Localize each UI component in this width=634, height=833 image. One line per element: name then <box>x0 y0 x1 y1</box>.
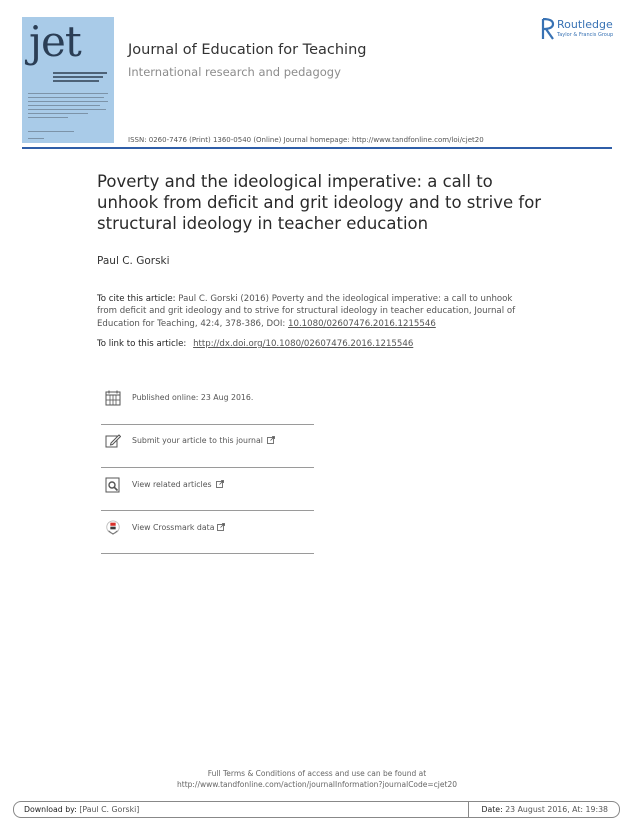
link-label: To link to this article: <box>97 339 187 349</box>
download-label: Download by: <box>24 805 77 814</box>
info-divider <box>101 467 314 468</box>
related-articles-link[interactable] <box>132 480 224 489</box>
cover-text-line <box>28 117 68 118</box>
citation-doi-link[interactable]: 10.1080/02607476.2016.1215546 <box>288 318 436 329</box>
info-divider <box>101 424 314 425</box>
terms-line: Full Terms & Conditions of access and use can be found at <box>207 769 427 778</box>
cover-text-line <box>28 101 108 102</box>
cover-heading-line <box>53 72 107 74</box>
cover-text-line <box>28 113 88 114</box>
download-bar-divider <box>468 802 469 817</box>
citation-block <box>97 293 517 330</box>
crossmark-icon <box>105 520 121 536</box>
submit-article-row[interactable] <box>101 433 314 451</box>
download-info-bar <box>13 801 620 818</box>
download-date <box>481 805 608 814</box>
cover-text-line <box>28 97 104 98</box>
citation-text: Paul C. Gorski (2016) Poverty and the ideological imperative: a call to unhook from deficit and grit ideology and to strive for structural ideology in teacher education, Journal of Education for Teaching, 42:4, 378-386, DOI: <box>97 294 516 329</box>
cover-heading-line <box>53 76 103 78</box>
journal-homepage-link[interactable]: http://www.tandfonline.com/loi/cjet20 <box>351 136 484 144</box>
article-title: Poverty and the ideological imperative: a call to unhook from deficit and grit ideology and to strive for structural ideology in teacher education <box>97 172 542 233</box>
publisher-logo <box>541 18 621 42</box>
header-divider <box>22 147 612 149</box>
cover-publisher-mark <box>28 138 44 139</box>
date-value: 23 August 2016, At: 19:38 <box>505 805 608 814</box>
publisher-tagline: Taylor & Francis Group <box>557 32 614 38</box>
crossmark-link[interactable] <box>132 523 225 532</box>
date-label: Date: <box>481 805 503 814</box>
issn-text: ISSN: 0260-7476 (Print) 1360-0540 (Online) Journal homepage: <box>128 136 352 144</box>
download-user: [Paul C. Gorski] <box>79 805 140 814</box>
journal-subtitle: International research and pedagogy <box>128 65 341 79</box>
issn-line <box>128 136 484 144</box>
external-link-icon <box>217 523 225 531</box>
related-articles-label: View related articles <box>132 480 212 489</box>
terms-url[interactable]: http://www.tandfonline.com/action/journalInformation?journalCode=cjet20 <box>177 779 457 789</box>
info-divider <box>101 553 314 554</box>
publisher-name: Routledge <box>557 18 613 31</box>
citation-label: To cite this article: <box>97 294 176 304</box>
terms-footer <box>0 769 634 790</box>
routledge-r-icon <box>541 18 555 40</box>
crossmark-label: View Crossmark data <box>132 523 215 532</box>
external-link-icon <box>216 480 224 488</box>
published-online-text: Published online: 23 Aug 2016. <box>132 393 254 402</box>
journal-title[interactable]: Journal of Education for Teaching <box>128 42 367 58</box>
article-link-line <box>97 339 413 349</box>
cover-text-line <box>28 105 100 106</box>
cover-text-line <box>28 131 74 132</box>
crossmark-row[interactable] <box>101 520 314 538</box>
article-doi-url[interactable]: http://dx.doi.org/10.1080/02607476.2016.1215546 <box>193 339 414 349</box>
published-online-row <box>101 390 314 408</box>
external-link-icon <box>267 436 275 444</box>
journal-cover-image <box>22 17 114 143</box>
cover-text-line <box>28 109 106 110</box>
submit-article-label: Submit your article to this journal <box>132 436 263 445</box>
cover-text-line <box>28 93 108 94</box>
edit-icon <box>105 433 121 449</box>
article-author: Paul C. Gorski <box>97 255 170 267</box>
downloaded-by <box>24 805 139 814</box>
cover-heading-line <box>53 80 99 82</box>
calendar-icon <box>105 390 121 406</box>
info-divider <box>101 510 314 511</box>
cover-logo: jet <box>29 17 81 66</box>
related-articles-row[interactable] <box>101 477 314 495</box>
search-document-icon <box>105 477 121 493</box>
submit-article-link[interactable] <box>132 436 275 445</box>
